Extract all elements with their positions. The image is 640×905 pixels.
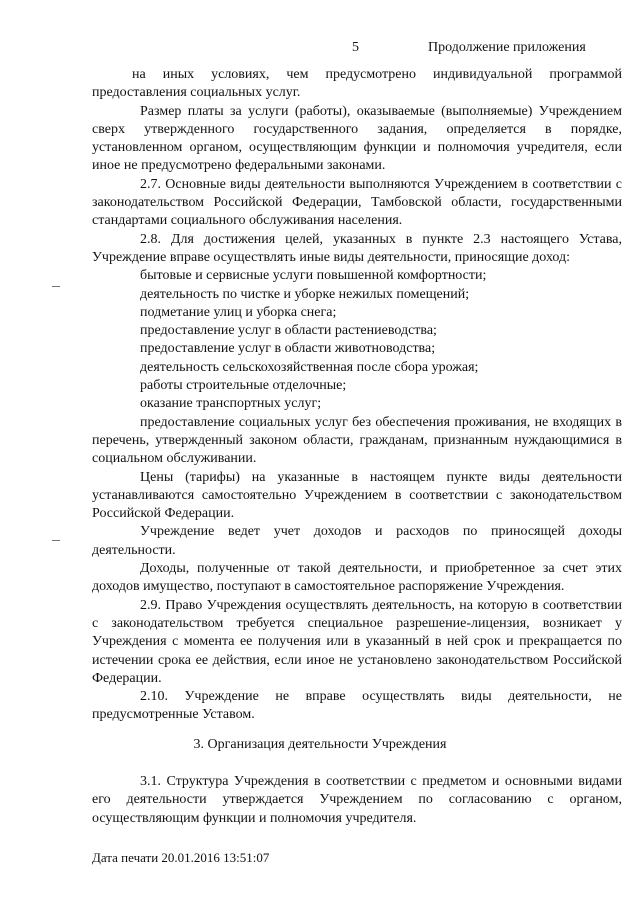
page-number: 5: [352, 40, 359, 55]
margin-mark: [52, 286, 60, 287]
paragraph: на иных условиях, чем предусмотрено индивидуальной программой предоставления социальных услуг.: [92, 67, 622, 101]
paragraph: предоставление социальных услуг без обеспечения проживания, не входящих в перечень, утвержденный законом области, гражданам, признанным нуждающимися в социальном обслуживании.: [92, 414, 622, 467]
list-item: деятельность по чистке и уборке нежилых помещений;: [140, 286, 470, 302]
paragraph: Цены (тарифы) на указанные в настоящем пункте виды деятельности устанавливаются самостоятельно Учреждением в соответствии с законодательством Российской Федерации.: [92, 469, 622, 522]
header-title: Продолжение приложения: [428, 40, 586, 55]
paragraph: Доходы, полученные от такой деятельности, и приобретенное за счет этих доходов имущество, поступают в самостоятельное распоряжение Учреждения.: [92, 561, 622, 595]
list-item: оказание транспортных услуг;: [140, 396, 322, 412]
list-item: предоставление услуг в области животноводства;: [140, 341, 436, 357]
paragraph: 2.8. Для достижения целей, указанных в пункте 2.3 настоящего Устава, Учреждение вправе осуществлять иные виды деятельности, приносящие доход:: [92, 231, 622, 265]
income-activities-list: [92, 267, 622, 413]
paragraph: 2.7. Основные виды деятельности выполняются Учреждением в соответствии с законодательством Российской Федерации, Тамбовской области, государственными стандартами социального обслуживания населения.: [92, 176, 622, 229]
section-heading: 3. Организация деятельности Учреждения: [193, 737, 447, 752]
margin-mark: [52, 540, 60, 541]
list-item: бытовые и сервисные услуги повышенной комфортности;: [140, 268, 487, 284]
document-body: [92, 66, 622, 725]
page-header: [0, 40, 640, 60]
paragraph: Учреждение ведет учет доходов и расходов по приносящей доходы деятельности.: [92, 524, 622, 558]
paragraph: Размер платы за услуги (работы), оказываемые (выполняемые) Учреждением сверх утвержденного государственного задания, определяется в порядке, установленном органом, осуществляющим функции и полномочия учредителя, если иное не предусмотрено федеральными законами.: [92, 103, 622, 174]
list-item: деятельность сельскохозяйственная после сбора урожая;: [140, 359, 479, 375]
list-item: подметание улиц и уборка снега;: [140, 304, 337, 320]
paragraph: 2.10. Учреждение не вправе осуществлять виды деятельности, не предусмотренные Уставом.: [92, 689, 622, 723]
list-item: работы строительные отделочные;: [140, 378, 347, 394]
print-date: Дата печати 20.01.2016 13:51:07: [92, 850, 270, 865]
paragraph: 2.9. Право Учреждения осуществлять деятельность, на которую в соответствии с законодательством требуется специальное разрешение-лицензия, возникает у Учреждения с момента ее получения или в указанный в ней срок и прекращается по истечении срока ее действия, если иное не установлено законодательством Российской Федерации.: [92, 597, 622, 686]
paragraph: 3.1. Структура Учреждения в соответствии с предметом и основными видами его деятельности утверждается Учреждением по согласованию с органом, осуществляющим функции и полномочия учредителя.: [92, 774, 622, 826]
list-item: предоставление услуг в области растениеводства;: [140, 323, 437, 339]
section-body: [92, 773, 622, 828]
